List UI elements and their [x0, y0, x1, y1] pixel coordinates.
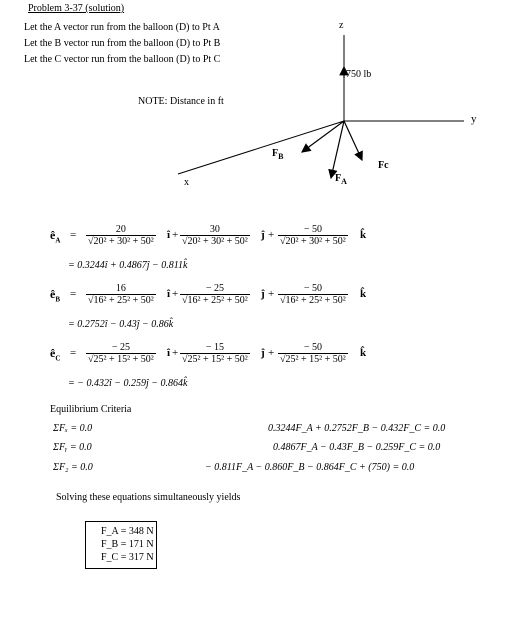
eA-equals: = — [70, 229, 77, 241]
eB-frac-1: $\frac{16}{\text{√16² + 25² + 50²}}$ — [88, 283, 154, 306]
plus: + — [268, 288, 275, 300]
fc-label: Fc — [378, 160, 389, 171]
k-hat: k̂ — [360, 347, 367, 359]
eB-symbol: $ê_B$ — [50, 287, 60, 304]
x-axis-label: x — [184, 177, 189, 188]
z-axis-label: z — [339, 20, 344, 31]
eC-result: = − 0.432î − 0.259ĵ − 0.864k̂ — [68, 378, 188, 389]
eC-frac-3: $\frac{- 50}{\text{√25² + 15² + 50²}}$ — [280, 342, 346, 365]
j-hat: ĵ — [261, 347, 265, 359]
k-hat: k̂ — [360, 229, 367, 241]
load-label: 750 lb — [346, 69, 372, 80]
fc-arrow — [344, 121, 362, 160]
eA-frac-3: $\frac{- 50}{\text{√20² + 30² + 50²}}$ — [280, 224, 346, 247]
plus: + — [172, 347, 179, 359]
fa-label: $F_A$ — [335, 173, 347, 186]
sum-fx: ΣFₓ = 0.0 — [53, 423, 93, 434]
note: NOTE: Distance in ft — [138, 96, 224, 107]
eB-result: = 0.2752î − 0.43ĵ − 0.86k̂ — [68, 319, 174, 330]
eC-equals: = — [70, 347, 77, 359]
answers-box — [85, 521, 157, 569]
problem-title: Problem 3-37 (solution) — [28, 3, 125, 14]
eA-symbol: $ê_A$ — [50, 228, 61, 245]
eC-frac-2: $\frac{- 15}{\text{√25² + 15² + 50²}}$ — [182, 342, 248, 365]
eB-frac-3: $\frac{- 50}{\text{√16² + 25² + 50²}}$ — [280, 283, 346, 306]
answer-fc: F_C = 317 N — [101, 552, 154, 563]
plus: + — [268, 347, 275, 359]
fb-label: $F_B$ — [272, 148, 284, 161]
sum-fz: ΣF₂ = 0.0 — [53, 462, 93, 473]
line-b: Let the B vector run from the balloon (D) to Pt B — [24, 38, 221, 49]
plus: + — [172, 288, 179, 300]
eC-frac-1: $\frac{- 25}{\text{√25² + 15² + 50²}}$ — [88, 342, 154, 365]
i-hat: î — [167, 288, 171, 300]
eq-fy: 0.4867F_A − 0.43F_B − 0.259F_C = 0.0 — [273, 442, 441, 453]
j-hat: ĵ — [261, 229, 265, 241]
eA-frac-2: $\frac{30}{\text{√20² + 30² + 50²}}$ — [182, 224, 248, 247]
eq-fz: − 0.811F_A − 0.860F_B − 0.864F_C + (750) = 0.0 — [205, 462, 415, 473]
solve-text: Solving these equations simultaneously yields — [56, 492, 241, 503]
equilibrium-heading: Equilibrium Criteria — [50, 404, 132, 415]
sum-fy: ΣFᵧ = 0.0 — [53, 442, 92, 453]
answer-fb: F_B = 171 N — [101, 539, 154, 550]
j-hat: ĵ — [261, 288, 265, 300]
force-diagram — [0, 0, 506, 200]
i-hat: î — [167, 347, 171, 359]
eq-fx: 0.3244F_A + 0.2752F_B − 0.432F_C = 0.0 — [268, 423, 446, 434]
x-axis — [178, 121, 344, 174]
eA-result: = 0.3244î + 0.4867ĵ − 0.811k̂ — [68, 260, 188, 271]
plus: + — [268, 229, 275, 241]
eB-equals: = — [70, 288, 77, 300]
line-c: Let the C vector run from the balloon (D) to Pt C — [24, 54, 221, 65]
k-hat: k̂ — [360, 288, 367, 300]
answer-fa: F_A = 348 N — [101, 526, 154, 537]
plus: + — [172, 229, 179, 241]
line-a: Let the A vector run from the balloon (D) to Pt A — [24, 22, 220, 33]
eA-frac-1: $\frac{20}{\text{√20² + 30² + 50²}}$ — [88, 224, 154, 247]
eB-frac-2: $\frac{- 25}{\text{√16² + 25² + 50²}}$ — [182, 283, 248, 306]
y-axis-label: y — [471, 113, 477, 125]
eC-symbol: $ê_C$ — [50, 346, 61, 363]
i-hat: î — [167, 229, 171, 241]
